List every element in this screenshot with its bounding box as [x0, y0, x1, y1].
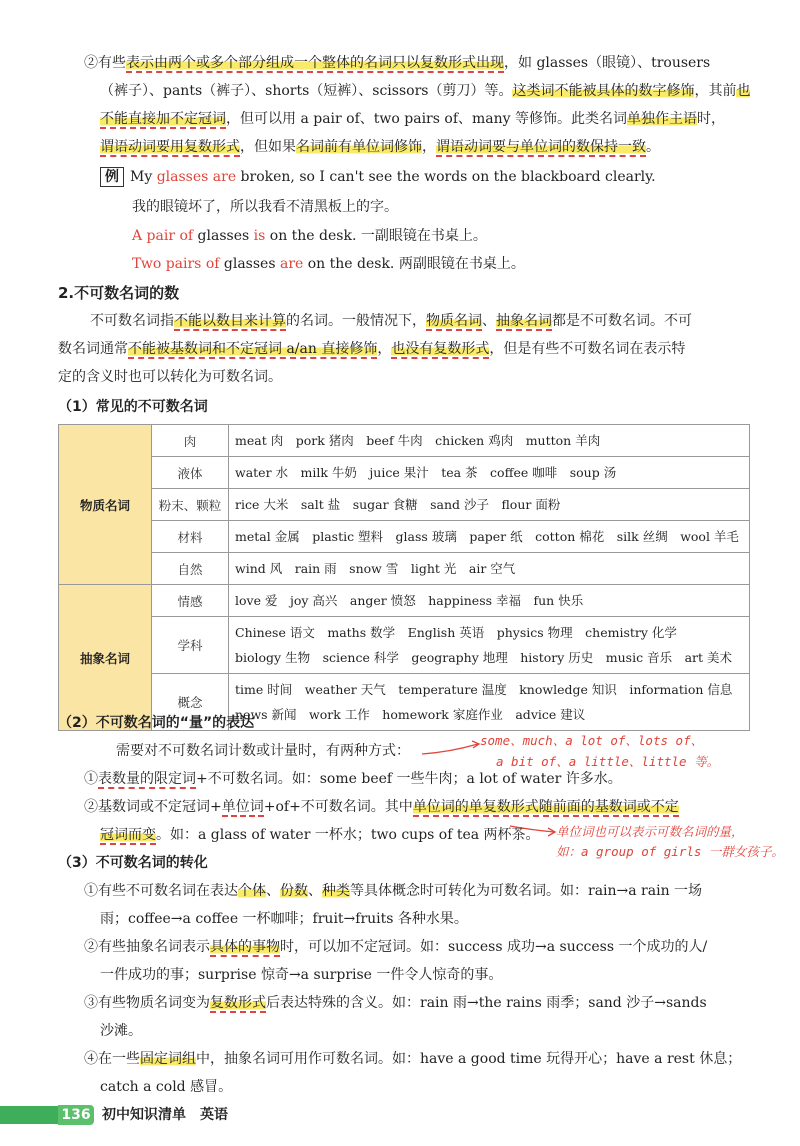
text: 、 — [308, 883, 322, 899]
subcategory-cell: 肉 — [152, 425, 229, 457]
sub2-item1 — [84, 768, 622, 790]
sub3-a-line2: 雨；coffee→a coffee 一杯咖啡；fruit→fruits 各种水果。 — [100, 911, 468, 927]
text: ②有些抽象名词表示 — [84, 939, 210, 955]
category-cell: 物质名词 — [59, 425, 152, 585]
text: ，但是有些不可数名词在表示特 — [489, 341, 686, 357]
para2-line2 — [100, 80, 750, 102]
text: glasses — [219, 256, 280, 272]
table-row — [59, 521, 750, 553]
highlight: 份数 — [280, 883, 308, 899]
subsection-title: （3）不可数名词的转化 — [58, 855, 208, 871]
highlight: 单独作主语 — [627, 111, 697, 127]
text: 后表达特殊的含义。如：rain 雨→the rains 雨季；sand 沙子→sands — [266, 995, 707, 1011]
table-row — [59, 585, 750, 617]
text: ，但可以用 a pair of、two pairs of、many 等修饰。此类名词 — [226, 111, 627, 127]
items-cell — [229, 674, 750, 731]
items-cell: metal 金属 plastic 塑料 glass 玻璃 paper 纸 cotton 棉花 silk 丝绸 wool 羊毛 — [229, 521, 750, 553]
section2-line1 — [90, 310, 692, 332]
text: ，如 glasses（眼镜）、trousers — [504, 55, 711, 71]
handwritten-note: 如：a group of girls 一群女孩子。 — [556, 844, 784, 859]
section2-line3: 定的含义时也可以转化为可数名词。 — [58, 369, 282, 385]
subcategory-cell: 概念 — [152, 674, 229, 731]
highlight: 也没有复数形式 — [391, 341, 490, 357]
text: +of+不可数名词。其中 — [263, 799, 413, 815]
text-red: are — [279, 256, 304, 272]
table-row — [59, 553, 750, 585]
highlight: 冠词而变 — [100, 827, 156, 843]
section2-line2 — [58, 338, 685, 360]
text: broken, so I can't see the words on the blackboard clearly. — [236, 169, 656, 185]
text: 数名词通常 — [58, 341, 128, 357]
table-row — [59, 425, 750, 457]
items-cell: love 爱 joy 高兴 anger 愤怒 happiness 幸福 fun 快乐 — [229, 585, 750, 617]
example-line4 — [132, 253, 525, 275]
sub2-intro: 需要对不可数名词计数或计量时，有两种方式： — [116, 743, 410, 759]
highlight: 个体 — [238, 883, 266, 899]
example-label: 例 — [100, 167, 124, 187]
subcategory-cell: 粉末、颗粒 — [152, 489, 229, 521]
items-line: biology 生物 science 科学 geography 地理 history 历史 music 音乐 art 美术 — [235, 650, 732, 665]
arrow-icon — [508, 822, 560, 840]
highlight: 不能以数目来计算 — [174, 313, 286, 329]
text: glasses — [193, 228, 254, 244]
highlight: 这类词不能被具体的数字修饰 — [512, 83, 695, 99]
items-cell — [229, 617, 750, 674]
text: ， — [422, 139, 436, 155]
sub3-b-line2: 一件成功的事；surprise 惊奇→a surprise 一件令人惊奇的事。 — [100, 967, 503, 983]
highlight: 名词前有单位词修饰 — [296, 139, 422, 155]
text-red: glasses are — [156, 169, 237, 185]
text: ，其前 — [694, 83, 737, 99]
page-number: 136 — [58, 1105, 94, 1125]
para2-line4 — [100, 136, 660, 158]
highlight: 谓语动词要与单位词的数保持一致 — [436, 139, 646, 155]
subsection-title: （1）常见的不可数名词 — [58, 399, 208, 415]
highlight: 谓语动词要用复数形式 — [100, 139, 240, 155]
subcategory-cell: 自然 — [152, 553, 229, 585]
handwritten-note: a bit of、a little、little 等。 — [496, 754, 720, 769]
category-cell: 抽象名词 — [59, 585, 152, 731]
subcategory-cell: 情感 — [152, 585, 229, 617]
underline: 单位词 — [221, 799, 264, 815]
subcategory-cell: 材料 — [152, 521, 229, 553]
section-title: 2.不可数名词的数 — [58, 284, 180, 302]
uncountable-noun-table — [58, 424, 750, 731]
highlight: 物质名词 — [426, 313, 482, 329]
text: +不可数名词。如：some beef 一些牛肉；a lot of water 许多水。 — [196, 771, 622, 787]
text: 都是不可数名词。不可 — [552, 313, 692, 329]
handwritten-note: 单位词也可以表示可数名词的量， — [556, 824, 744, 839]
handwritten-note: some、much、a lot of、lots of、 — [480, 733, 704, 748]
text: on the desk. 两副眼镜在书桌上。 — [303, 256, 525, 272]
sub3-d-line2: catch a cold 感冒。 — [100, 1079, 233, 1095]
text: ①有些不可数名词在表达 — [84, 883, 238, 899]
items-cell: meat 肉 pork 猪肉 beef 牛肉 chicken 鸡肉 mutton 羊肉 — [229, 425, 750, 457]
text: 时，可以加不定冠词。如：success 成功→a success 一个成功的人/ — [280, 939, 708, 955]
para2-line1 — [84, 52, 710, 74]
text: ，但如果 — [240, 139, 296, 155]
book-title: 初中知识清单 英语 — [102, 1107, 228, 1123]
highlight: 种类 — [322, 883, 350, 899]
sub3-a-line1 — [84, 880, 702, 902]
table-row — [59, 617, 750, 674]
arrow-icon — [420, 738, 484, 758]
text: 、 — [266, 883, 280, 899]
sub3-d-line1 — [84, 1048, 741, 1070]
highlight: 也 — [736, 83, 751, 99]
text: 时， — [697, 111, 725, 127]
text: 、 — [482, 313, 496, 329]
highlight: 表示由两个或多个部分组成一个整体的名词只以复数形式出现 — [126, 55, 504, 71]
example-line2: 我的眼镜坏了，所以我看不清黑板上的字。 — [132, 199, 398, 215]
text: ②基数词或不定冠词+ — [84, 799, 222, 815]
highlight: 复数形式 — [210, 995, 266, 1011]
page-footer — [0, 1105, 800, 1127]
sub3-c-line1 — [84, 992, 707, 1014]
sub2-item2 — [84, 796, 679, 818]
text-red: A pair of — [132, 228, 194, 244]
highlight: 不能直接加不定冠词 — [100, 111, 226, 127]
subcategory-cell: 液体 — [152, 457, 229, 489]
highlight: 具体的事物 — [210, 939, 280, 955]
text: 不可数名词指 — [90, 313, 174, 329]
text-red: Two pairs of — [132, 256, 220, 272]
items-cell: rice 大米 salt 盐 sugar 食糖 sand 沙子 flour 面粉 — [229, 489, 750, 521]
items-line: Chinese 语文 maths 数学 English 英语 physics 物理 chemistry 化学 — [235, 625, 677, 640]
para2-line3 — [100, 108, 725, 130]
items-line: news 新闻 work 工作 homework 家庭作业 advice 建议 — [235, 707, 586, 722]
sub3-c-line2: 沙滩。 — [100, 1023, 142, 1039]
text: My — [130, 169, 157, 185]
table-row — [59, 489, 750, 521]
example-line1 — [100, 166, 656, 188]
text: ， — [377, 341, 392, 357]
highlight: 单位词的单复数形式随前面的基数词或不定 — [412, 799, 679, 815]
text: 等具体概念时可转化为可数名词。如：rain→a rain 一场 — [350, 883, 703, 899]
table-row — [59, 457, 750, 489]
sub3-b-line1 — [84, 936, 707, 958]
subcategory-cell: 学科 — [152, 617, 229, 674]
text: 中，抽象名词可用作可数名词。如：have a good time 玩得开心；have a rest 休息； — [196, 1051, 742, 1067]
text: 。如：a glass of water 一杯水；two cups of tea 两杯茶。 — [156, 827, 540, 843]
highlight: 抽象名词 — [496, 313, 552, 329]
items-line: time 时间 weather 天气 temperature 温度 knowledge 知识 information 信息 — [235, 682, 733, 697]
items-cell: water 水 milk 牛奶 juice 果汁 tea 茶 coffee 咖啡 soup 汤 — [229, 457, 750, 489]
text: ③有些物质名词变为 — [84, 995, 210, 1011]
text: 。 — [646, 139, 660, 155]
items-cell: wind 风 rain 雨 snow 雪 light 光 air 空气 — [229, 553, 750, 585]
text: on the desk. 一副眼镜在书桌上。 — [265, 228, 487, 244]
text: 的名词。一般情况下， — [286, 313, 426, 329]
sub2-item2-cont — [100, 824, 540, 846]
highlight: 不能被基数词和不定冠词 a/an 直接修饰 — [128, 341, 378, 357]
text-red: is — [253, 228, 266, 244]
underline: 表数量的限定词 — [98, 771, 196, 787]
text: （裤子）、pants（裤子）、shorts（短裤）、scissors（剪刀）等。 — [100, 83, 513, 99]
text: ②有些 — [84, 55, 126, 71]
highlight: 固定词组 — [140, 1051, 196, 1067]
text: ① — [84, 771, 98, 787]
example-line3 — [132, 225, 487, 247]
subsection-title: （2）不可数名词的“量”的表达 — [58, 715, 255, 731]
text: ④在一些 — [84, 1051, 140, 1067]
